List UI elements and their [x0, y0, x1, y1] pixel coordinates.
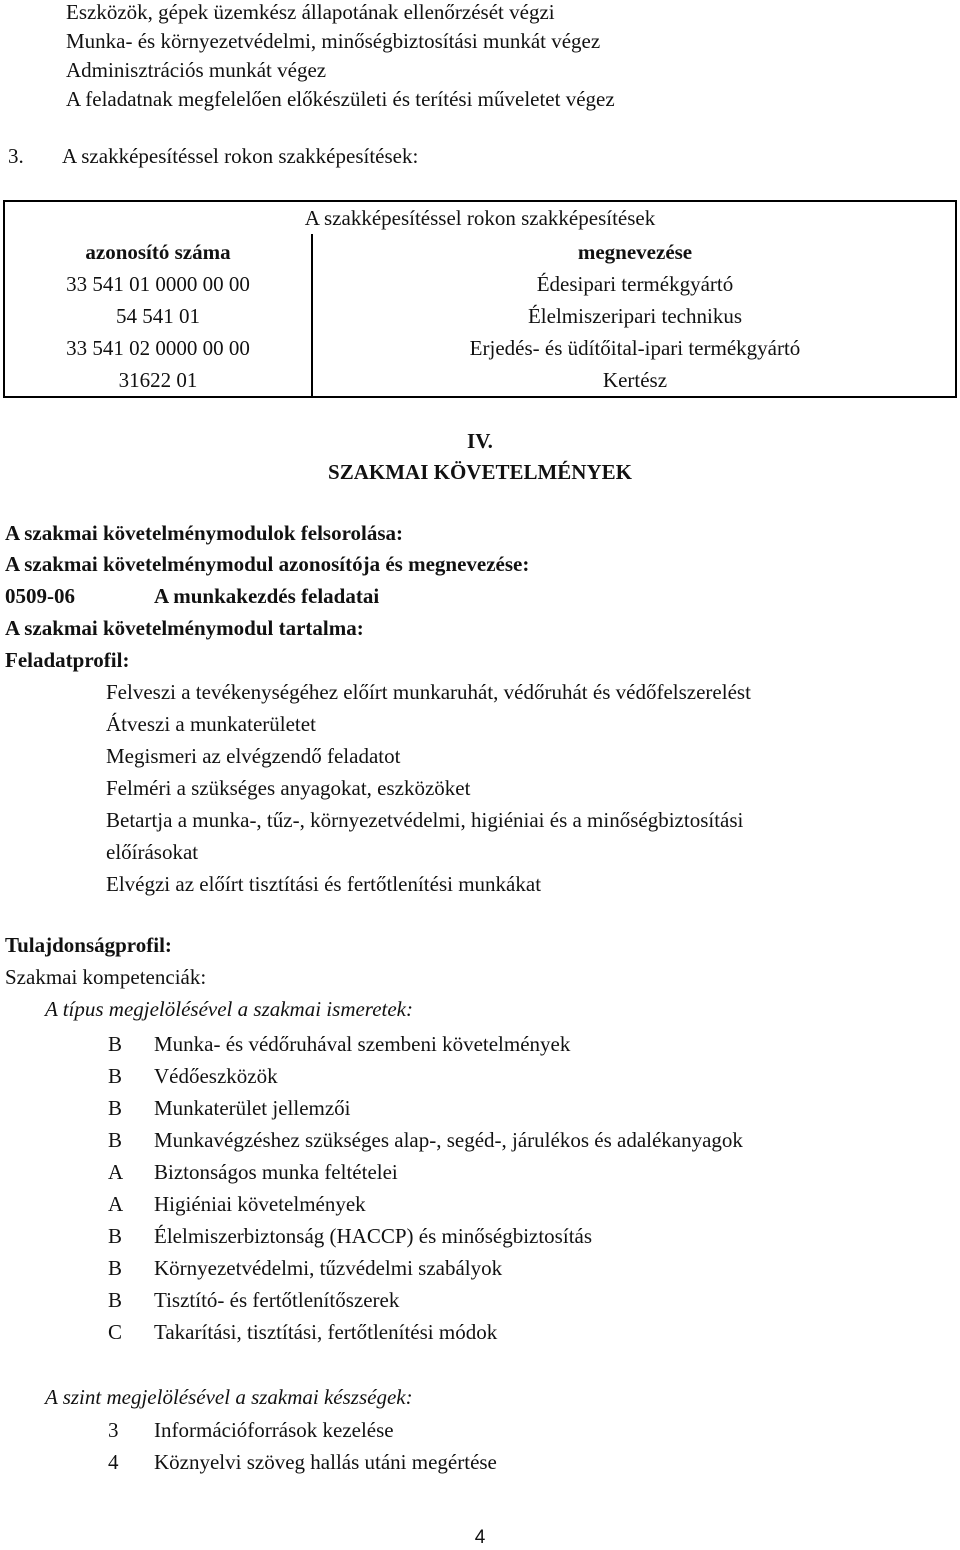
- property-profile-heading: Tulajdonságprofil:: [5, 933, 172, 957]
- knowledge-text: Élelmiszerbiztonság (HACCP) és minőségbiztosítás: [154, 1224, 593, 1248]
- table-title: A szakképesítéssel rokon szakképesítések: [304, 206, 656, 230]
- knowledge-code: B: [108, 1256, 123, 1280]
- header-id: azonosító száma: [85, 240, 231, 264]
- knowledge-code: C: [108, 1320, 123, 1344]
- task-profile-heading: Feladatprofil:: [5, 648, 130, 672]
- intro-line: Munka- és környezetvédelmi, minőségbiztosítási munkát végez: [66, 29, 601, 53]
- table-row: [5, 268, 955, 300]
- knowledge-code: A: [108, 1192, 124, 1216]
- knowledge-code: B: [108, 1288, 123, 1312]
- related-qualifications-table: [3, 200, 957, 398]
- row-id: 31622 01: [118, 368, 198, 392]
- task-line: Megismeri az elvégzendő feladatot: [106, 744, 401, 768]
- knowledge-text: Munka- és védőruhával szembeni követelmények: [154, 1032, 571, 1056]
- module-name: A munkakezdés feladatai: [154, 584, 380, 608]
- knowledge-text: Biztonságos munka feltételei: [154, 1160, 398, 1184]
- table-header-row: [5, 236, 955, 268]
- table-row: [5, 332, 955, 364]
- modules-list-heading: A szakmai követelménymodulok felsorolása:: [5, 521, 404, 545]
- module-id: 0509-06: [5, 584, 75, 608]
- knowledge-text: Munkavégzéshez szükséges alap-, segéd-, járulékos és adalékanyagok: [154, 1128, 743, 1152]
- task-line: Átveszi a munkaterületet: [106, 712, 316, 736]
- section-heading: A szakképesítéssel rokon szakképesítések:: [62, 144, 419, 168]
- knowledge-text: Takarítási, tisztítási, fertőtlenítési módok: [154, 1320, 498, 1344]
- intro-line: Eszközök, gépek üzemkész állapotának ellenőrzését végzi: [66, 0, 555, 24]
- module-content-heading: A szakmai követelménymodul tartalma:: [5, 616, 364, 640]
- task-line: Felméri a szükséges anyagokat, eszközöket: [106, 776, 471, 800]
- table-row: [5, 300, 955, 332]
- skill-level: 4: [108, 1450, 119, 1474]
- knowledge-code: B: [108, 1064, 123, 1088]
- skill-level: 3: [108, 1418, 119, 1442]
- task-line: Elvégzi az előírt tisztítási és fertőtlenítési munkákat: [106, 872, 542, 896]
- intro-line: A feladatnak megfelelően előkészületi és terítési műveletet végez: [66, 87, 615, 111]
- knowledge-code: B: [108, 1096, 123, 1120]
- row-id: 33 541 02 0000 00 00: [66, 336, 250, 360]
- skills-heading: A szint megjelölésével a szakmai készségek:: [45, 1385, 413, 1409]
- page-number: 4: [474, 1527, 486, 1548]
- module-id-heading: A szakmai követelménymodul azonosítója és megnevezése:: [5, 552, 530, 576]
- knowledge-text: Védőeszközök: [154, 1064, 278, 1088]
- row-name: Édesipari termékgyártó: [536, 272, 734, 296]
- header-name: megnevezése: [577, 240, 693, 264]
- knowledge-code: B: [108, 1224, 123, 1248]
- row-name: Élelmiszeripari technikus: [527, 304, 742, 328]
- knowledge-code: B: [108, 1128, 123, 1152]
- task-line: Felveszi a tevékenységéhez előírt munkaruhát, védőruhát és védőfelszerelést: [106, 680, 751, 704]
- task-line: Betartja a munka-, tűz-, környezetvédelmi, higiéniai és a minőségbiztosítási: [106, 808, 744, 832]
- knowledge-text: Környezetvédelmi, tűzvédelmi szabályok: [154, 1256, 503, 1280]
- knowledge-text: Tisztító- és fertőtlenítőszerek: [154, 1288, 400, 1312]
- knowledge-text: Munkaterület jellemzői: [154, 1096, 351, 1120]
- knowledge-code: B: [108, 1032, 123, 1056]
- intro-line: Adminisztrációs munkát végez: [66, 58, 327, 82]
- chapter-number: IV.: [467, 429, 493, 453]
- row-id: 54 541 01: [116, 304, 200, 328]
- row-id: 33 541 01 0000 00 00: [66, 272, 250, 296]
- skill-text: Köznyelvi szöveg hallás utáni megértése: [154, 1450, 497, 1474]
- task-line: előírásokat: [106, 840, 199, 864]
- knowledge-code: A: [108, 1160, 124, 1184]
- skill-text: Információforrások kezelése: [154, 1418, 394, 1442]
- chapter-title: SZAKMAI KÖVETELMÉNYEK: [328, 460, 632, 484]
- section-number: 3.: [8, 144, 24, 168]
- competencies-label: Szakmai kompetenciák:: [5, 965, 207, 989]
- row-name: Erjedés- és üdítőital-ipari termékgyártó: [469, 336, 801, 360]
- row-name: Kertész: [602, 368, 668, 392]
- knowledge-text: Higiéniai követelmények: [154, 1192, 366, 1216]
- table-row: [5, 364, 955, 396]
- knowledge-heading: A típus megjelölésével a szakmai ismeretek:: [45, 997, 413, 1021]
